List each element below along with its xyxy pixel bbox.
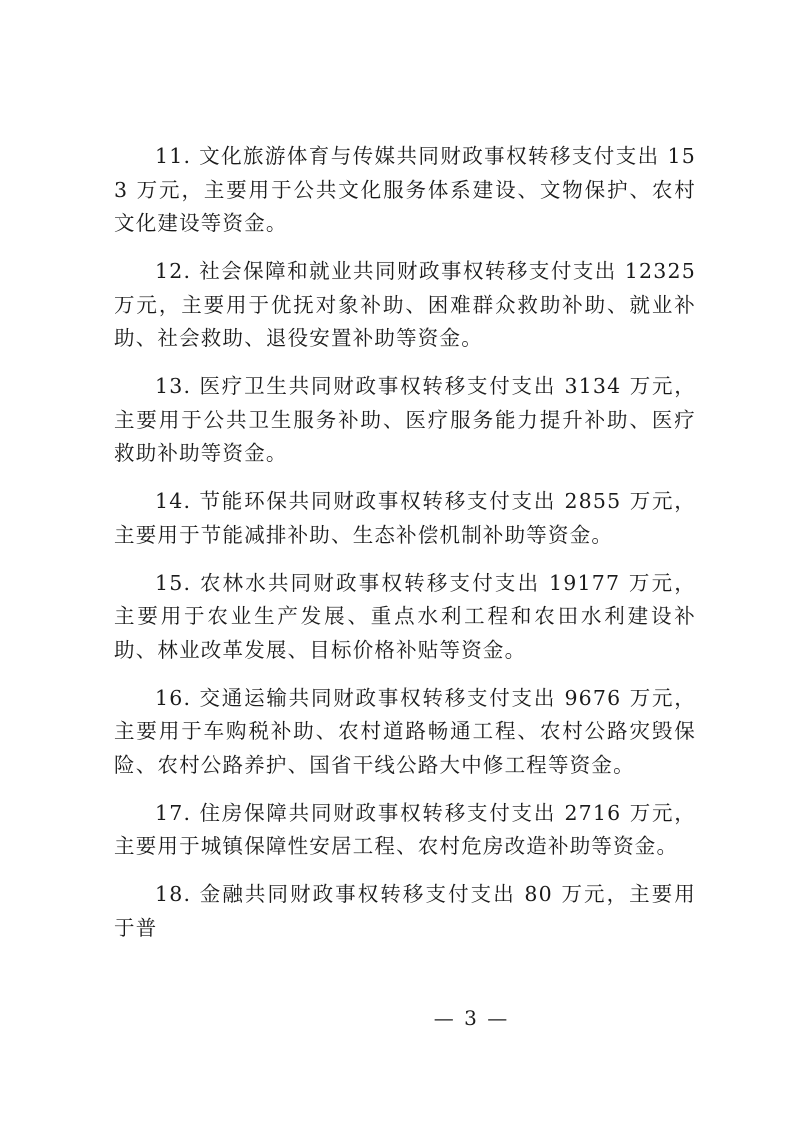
paragraph-12: 12. 社会保障和就业共同财政事权转移支付支出 12325 万元，主要用于优抚对象补助、困难群众救助补助、就业补助、社会救助、退役安置补助等资金。 (114, 259, 696, 350)
document-body (114, 140, 696, 960)
paragraph-14: 14. 节能环保共同财政事权转移支付支出 2855 万元，主要用于节能减排补助、生态补偿机制补助等资金。 (114, 489, 696, 547)
paragraph-18: 18. 金融共同财政事权转移支付支出 80 万元，主要用于普 (114, 882, 696, 940)
paragraph-15: 15. 农林水共同财政事权转移支付支出 19177 万元，主要用于农业生产发展、重点水利工程和农田水利建设补助、林业改革发展、目标价格补贴等资金。 (114, 570, 696, 662)
paragraph-17: 17. 住房保障共同财政事权转移支付支出 2716 万元，主要用于城镇保障性安居工程、农村危房改造补助等资金。 (114, 800, 696, 858)
page-number: — 3 — (433, 1006, 510, 1030)
paragraph-11: 11. 文化旅游体育与传媒共同财政事权转移支付支出 153 万元，主要用于公共文化服务体系建设、文物保护、农村文化建设等资金。 (114, 144, 696, 235)
paragraph-16: 16. 交通运输共同财政事权转移支付支出 9676 万元，主要用于车购税补助、农村道路畅通工程、农村公路灾毁保险、农村公路养护、国省干线公路大中修工程等资金。 (114, 685, 696, 777)
paragraph-13: 13. 医疗卫生共同财政事权转移支付支出 3134 万元，主要用于公共卫生服务补助、医疗服务能力提升补助、医疗救助补助等资金。 (114, 374, 696, 465)
